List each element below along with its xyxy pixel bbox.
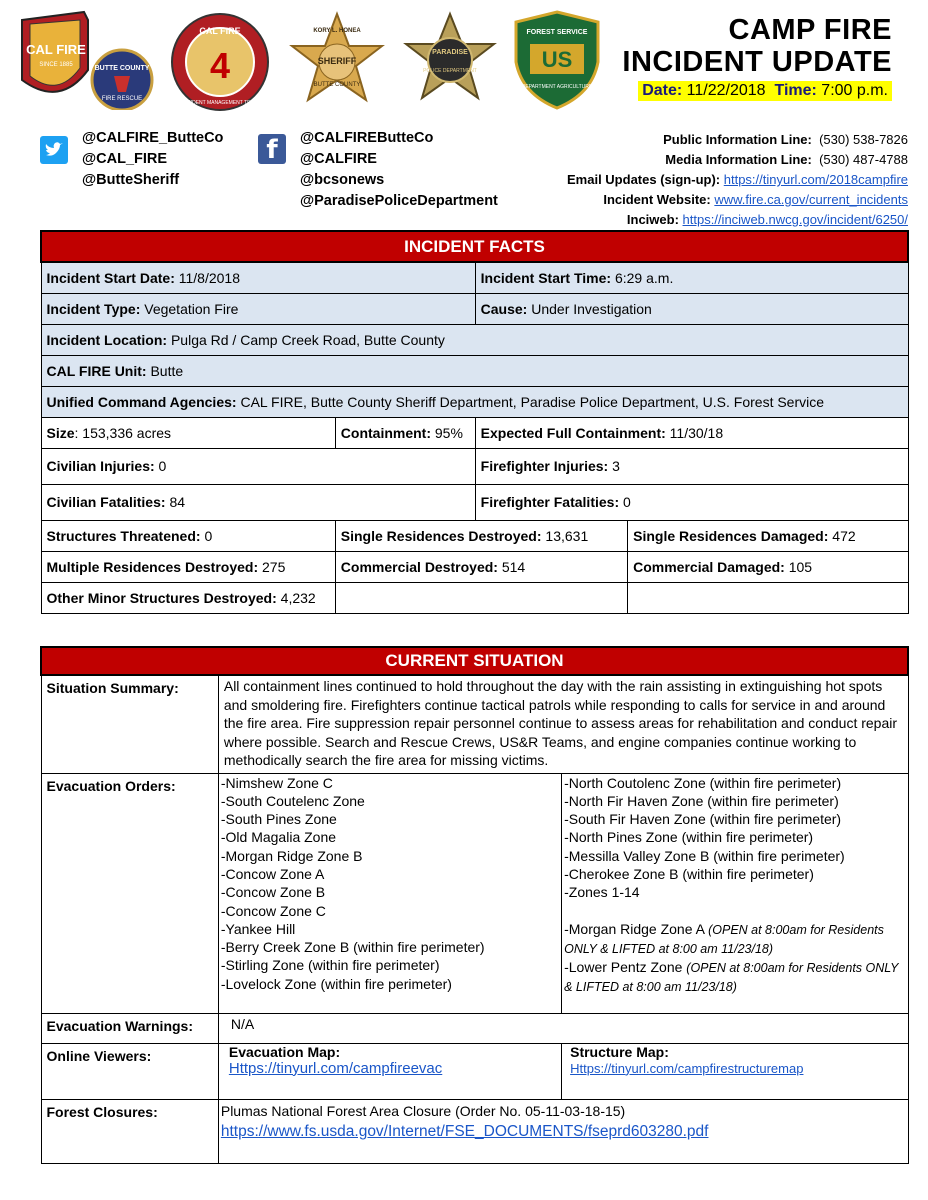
online-viewers-label: Online Viewers: xyxy=(41,1043,218,1099)
calfire-butte-logo-text: CAL FIRE xyxy=(26,42,86,57)
butte-county-fire-subtext: FIRE RESCUE xyxy=(101,96,143,102)
facebook-icon: f xyxy=(258,134,286,164)
firefighter-injuries-cell: Firefighter Injuries: 3 xyxy=(475,448,908,484)
evacuation-orders-label: Evacuation Orders: xyxy=(41,773,218,1013)
multi-destroyed-cell: Multiple Residences Destroyed: 275 xyxy=(41,551,335,582)
evacuation-zone: -North Fir Haven Zone (within fire perimeter) xyxy=(564,792,839,809)
forest-closures-label: Forest Closures: xyxy=(41,1099,218,1163)
evacuation-warnings-label: Evacuation Warnings: xyxy=(41,1013,218,1043)
incident-facts-heading: INCIDENT FACTS xyxy=(41,231,908,262)
twitter-handles xyxy=(82,128,223,191)
structure-map-link[interactable]: Https://tinyurl.com/campfirestructuremap xyxy=(570,1060,804,1076)
time-label: Time: xyxy=(774,82,817,99)
minor-destroyed-cell: Other Minor Structures Destroyed: 4,232 xyxy=(41,582,335,613)
evacuation-warnings-value: N/A xyxy=(218,1013,908,1043)
current-situation-table xyxy=(40,646,909,1164)
twitter-handle: @CAL_FIRE xyxy=(82,151,168,167)
paradise-badge-text: PARADISE xyxy=(432,49,468,56)
evacuation-zone: -Old Magalia Zone xyxy=(220,829,337,846)
situation-summary-text: All containment lines continued to hold throughout the day with the rain assisting in extinguishing hot spots and smoldering fire. Firefighters continue tactical patrols while responding to calls for service in and around the fire area. Fire suppression repair personnel continue to assess areas for rehabilitation and conduct repair where possible. Search and Rescue Crews, US&R Teams, and engine companies continue working to methodically search the fire area for missing victims. xyxy=(218,675,908,773)
date-time-banner xyxy=(638,81,892,101)
forest-closures-link[interactable]: https://www.fs.usda.gov/Internet/FSE_DOCUMENTS/fseprd603280.pdf xyxy=(220,1122,709,1140)
cause-cell: Cause: Under Investigation xyxy=(475,293,908,324)
evacuation-zone: -Zones 1-14 xyxy=(564,884,640,901)
single-damaged-cell: Single Residences Damaged: 472 xyxy=(628,520,908,551)
facebook-handle: @CALFIRE xyxy=(300,151,377,167)
calfire-imt4-subtext: INCIDENT MANAGEMENT TEAM xyxy=(182,100,258,106)
evacuation-zone: -North Pines Zone (within fire perimeter) xyxy=(564,829,814,846)
evacuation-zone: -Morgan Ridge Zone B xyxy=(220,847,363,864)
facebook-handles xyxy=(300,128,498,212)
situation-summary-label: Situation Summary: xyxy=(41,675,218,773)
incident-website: Incident Website: www.fire.ca.gov/current_incidents xyxy=(603,192,908,207)
evacuation-zone: -South Fir Haven Zone (within fire perimeter) xyxy=(564,811,842,828)
evacuation-map-label: Evacuation Map: xyxy=(228,1043,341,1060)
empty-cell xyxy=(335,582,627,613)
calfire-imt4-logo xyxy=(168,10,273,115)
evacuation-zone: -Nimshew Zone C xyxy=(220,774,333,791)
evacuation-orders-left xyxy=(218,773,561,1013)
inciweb: Inciweb: https://inciweb.nwcg.gov/incident/6250/ xyxy=(626,212,908,227)
structure-map-label: Structure Map: xyxy=(570,1043,669,1060)
firefighter-fatalities-cell: Firefighter Fatalities: 0 xyxy=(475,484,908,520)
evacuation-zone: -Berry Creek Zone B (within fire perimeter) xyxy=(220,939,485,956)
facebook-handle: @CALFIREButteCo xyxy=(300,130,434,146)
email-updates: Email Updates (sign-up): https://tinyurl.com/2018campfire xyxy=(567,172,908,187)
sheriff-badge-name: KORY L. HONEA xyxy=(313,28,361,34)
commercial-damaged-cell: Commercial Damaged: 105 xyxy=(628,551,908,582)
sheriff-badge-text: SHERIFF xyxy=(317,56,357,66)
evacuation-zone: -Yankee Hill xyxy=(220,920,296,937)
evacuation-zone: -Stirling Zone (within fire perimeter) xyxy=(220,957,440,974)
evacuation-map-cell xyxy=(218,1043,561,1099)
twitter-icon xyxy=(40,136,68,164)
time-value: 7:00 p.m. xyxy=(821,82,888,99)
public-info-line: Public Information Line: (530) 538-7826 xyxy=(663,132,908,147)
containment-cell: Containment: 95% xyxy=(335,417,475,448)
sheriff-badge-subtext: BUTTE COUNTY xyxy=(313,82,361,88)
single-destroyed-cell: Single Residences Destroyed: 13,631 xyxy=(335,520,627,551)
calfire-butte-logo xyxy=(20,10,155,110)
contact-section xyxy=(0,128,928,228)
evacuation-zone-morgan-ridge-a: -Morgan Ridge Zone A (OPEN at 8:00am for Residents ONLY & LIFTED at 8:00 am 11/23/18) xyxy=(564,920,884,956)
incident-type-cell: Incident Type: Vegetation Fire xyxy=(41,293,475,324)
paradise-police-badge xyxy=(400,10,500,110)
inciweb-link[interactable]: https://inciweb.nwcg.gov/incident/6250/ xyxy=(682,212,908,227)
date-value: 11/22/2018 xyxy=(686,82,766,99)
evacuation-orders-right xyxy=(562,773,908,1013)
forest-closures-text: Plumas National Forest Area Closure (Order No. 05-11-03-18-15) xyxy=(220,1102,626,1119)
civilian-fatalities-cell: Civilian Fatalities: 84 xyxy=(41,484,475,520)
email-updates-link[interactable]: https://tinyurl.com/2018campfire xyxy=(723,172,908,187)
page-title-line2: INCIDENT UPDATE xyxy=(622,46,892,78)
paradise-badge-subtext: POLICE DEPARTMENT xyxy=(423,68,477,74)
calfire-imt4-text: CAL FIRE xyxy=(199,26,241,36)
page-title-line1: CAMP FIRE xyxy=(728,14,892,46)
current-situation-heading: CURRENT SITUATION xyxy=(41,647,908,675)
butte-sheriff-badge xyxy=(282,10,392,110)
incident-facts-table xyxy=(40,230,909,614)
evacuation-zone: -North Coutolenc Zone (within fire perimeter) xyxy=(564,774,842,791)
calfire-unit-cell: CAL FIRE Unit: Butte xyxy=(41,355,908,386)
twitter-handle: @CALFIRE_ButteCo xyxy=(82,130,224,146)
evacuation-zone: -South Pines Zone xyxy=(220,811,337,828)
usfs-us-text: US xyxy=(541,47,573,72)
date-label: Date: xyxy=(642,82,683,99)
media-info-line: Media Information Line: (530) 487-4788 xyxy=(665,152,908,167)
evacuation-zone: -Concow Zone A xyxy=(220,865,325,882)
forest-closures-cell xyxy=(218,1099,908,1163)
start-date-cell: Incident Start Date: 11/8/2018 xyxy=(41,262,475,293)
commercial-destroyed-cell: Commercial Destroyed: 514 xyxy=(335,551,627,582)
evacuation-map-link[interactable]: Https://tinyurl.com/campfireevac xyxy=(228,1059,443,1077)
calfire-imt4-number: 4 xyxy=(209,45,231,86)
evacuation-zone-lower-pentz: -Lower Pentz Zone (OPEN at 8:00am for Residents ONLY & LIFTED at 8:00 am 11/23/18) xyxy=(564,959,899,995)
full-containment-cell: Expected Full Containment: 11/30/18 xyxy=(475,417,908,448)
evacuation-zone: -Cherokee Zone B (within fire perimeter) xyxy=(564,865,814,882)
start-time-cell: Incident Start Time: 6:29 a.m. xyxy=(475,262,908,293)
structure-map-cell xyxy=(562,1043,908,1099)
empty-cell xyxy=(628,582,908,613)
incident-website-link[interactable]: www.fire.ca.gov/current_incidents xyxy=(714,192,908,207)
butte-county-fire-text: BUTTE COUNTY xyxy=(94,65,150,72)
evacuation-zone: -Concow Zone C xyxy=(220,902,326,919)
agency-logos xyxy=(20,10,620,110)
calfire-butte-logo-subtext: SINCE 1885 xyxy=(39,62,73,68)
evacuation-zone: -Concow Zone B xyxy=(220,884,326,901)
size-cell: Size: 153,336 acres xyxy=(41,417,335,448)
civilian-injuries-cell: Civilian Injuries: 0 xyxy=(41,448,475,484)
usfs-top-text: FOREST SERVICE xyxy=(526,29,588,36)
location-cell: Incident Location: Pulga Rd / Camp Creek Road, Butte County xyxy=(41,324,908,355)
facebook-handle: @bcsonews xyxy=(300,172,385,188)
usfs-bottom-text: DEPARTMENT AGRICULTURE xyxy=(521,84,593,90)
evacuation-zone: -Messilla Valley Zone B (within fire perimeter) xyxy=(564,847,845,864)
info-lines xyxy=(567,130,908,230)
structures-threatened-cell: Structures Threatened: 0 xyxy=(41,520,335,551)
agencies-cell: Unified Command Agencies: CAL FIRE, Butte County Sheriff Department, Paradise Police Department, U.S. Forest Service xyxy=(41,386,908,417)
title-block xyxy=(622,14,892,101)
facebook-handle: @ParadisePoliceDepartment xyxy=(300,193,498,209)
usfs-shield xyxy=(512,10,602,110)
twitter-handle: @ButteSheriff xyxy=(82,172,180,188)
evacuation-zone: -Lovelock Zone (within fire perimeter) xyxy=(220,975,452,992)
evacuation-zone: -South Coutelenc Zone xyxy=(220,792,365,809)
